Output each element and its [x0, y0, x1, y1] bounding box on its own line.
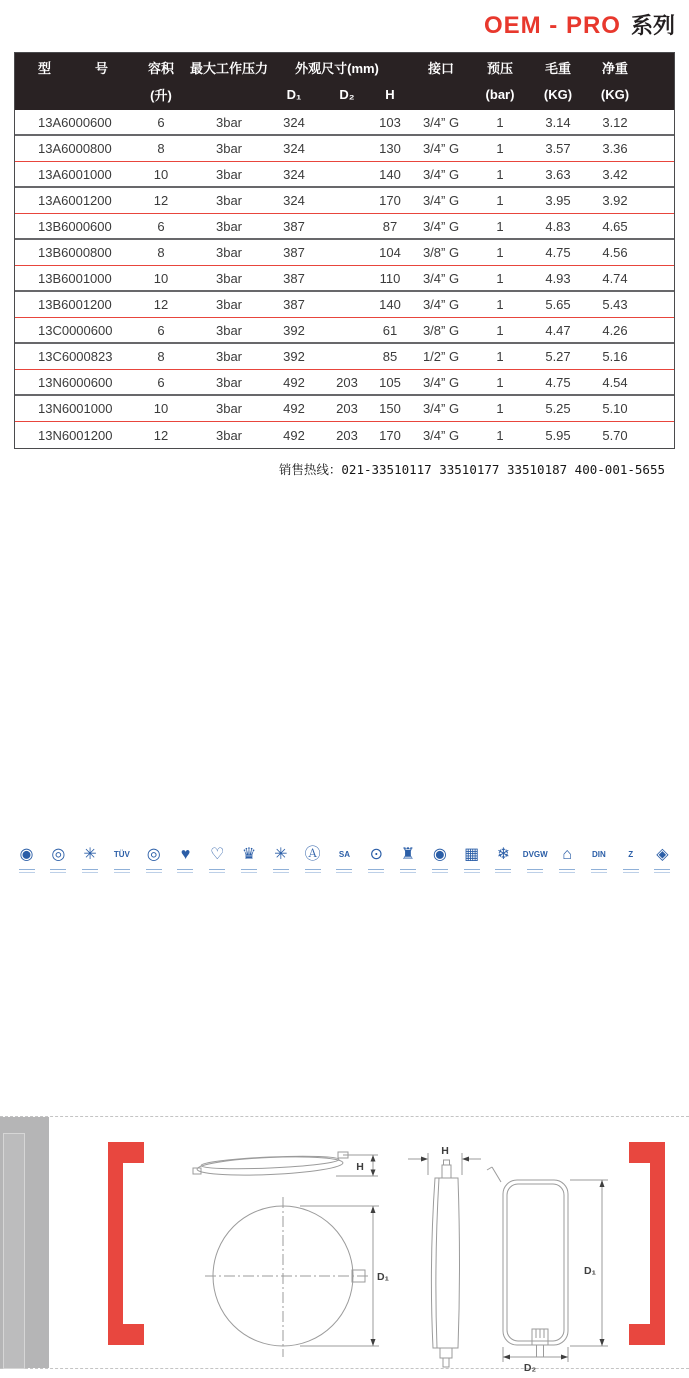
- table-cell: 3bar: [215, 245, 243, 260]
- table-cell: 3.57: [545, 141, 571, 156]
- table-row: [15, 162, 674, 188]
- table-cell: 3/4” G: [422, 401, 460, 416]
- badge-glyph: Ⓐ: [304, 846, 321, 863]
- table-cell: 4.75: [545, 245, 571, 260]
- table-cell: 12: [153, 193, 169, 208]
- disc-front-view: [205, 1197, 389, 1357]
- table-cell: 3/4” G: [422, 297, 460, 312]
- badge-glyph: ◉: [432, 846, 447, 863]
- table-cell: 1: [496, 218, 504, 234]
- badge-glyph: ▦: [464, 846, 480, 863]
- badge-caption: [241, 869, 257, 870]
- badge-glyph: ◈: [656, 846, 669, 863]
- badge-caption: [400, 869, 416, 870]
- badge-caption: [432, 869, 448, 870]
- header-model-right: 号: [94, 61, 108, 76]
- diamond-dot-badge: [648, 845, 677, 870]
- table-cell: 3bar: [215, 374, 243, 390]
- italy-seal-badge: [139, 845, 168, 870]
- table-cell: 13B6001200: [38, 297, 112, 312]
- badge-caption: [305, 869, 321, 870]
- header-precharge-unit: (bar): [485, 87, 515, 102]
- badge-caption: [336, 869, 352, 870]
- table-cell: 1: [496, 297, 504, 312]
- table-cell: 3bar: [215, 297, 243, 312]
- badge-glyph: SA: [338, 850, 351, 859]
- finland-circle-badge: [298, 845, 327, 870]
- table-cell: 3bar: [215, 114, 243, 130]
- table-cell: 3.95: [545, 193, 571, 208]
- table-cell: 4.56: [602, 245, 628, 260]
- table-cell: 4.74: [602, 270, 628, 286]
- tank-edge-view: [408, 1145, 481, 1367]
- table-cell: 6: [157, 218, 165, 234]
- table-cell: 3/4” G: [422, 114, 460, 130]
- header-max-pressure: 最大工作压力: [190, 61, 269, 76]
- table-cell: 8: [157, 349, 165, 364]
- table-cell: 13B6001000: [38, 270, 112, 286]
- table-cell: 10: [153, 270, 169, 286]
- header-capacity-unit: (升): [150, 88, 172, 103]
- badge-caption: [654, 869, 670, 870]
- tank-drawings: [180, 1133, 625, 1378]
- badge-glyph: DIN: [591, 850, 606, 859]
- table-cell: 3bar: [215, 322, 243, 338]
- table-cell: 13N6001200: [38, 427, 113, 443]
- dvgw-badge: [521, 845, 550, 870]
- table-cell: 3.12: [602, 114, 628, 130]
- sales-hotline: 销售热线：021-33510117 33510177 33510187 400-001-5655: [278, 462, 665, 477]
- table-cell: 5.95: [545, 427, 571, 443]
- dim-label-d1-right: D₁: [584, 1265, 596, 1277]
- table-cell: 3/4” G: [422, 141, 460, 156]
- table-cell: 1: [496, 114, 504, 130]
- table-row: [15, 110, 674, 136]
- badge-glyph: ❄: [496, 846, 511, 863]
- table-cell: 6: [157, 322, 165, 338]
- header-net-weight: 净重: [601, 61, 628, 76]
- badge-caption: [114, 869, 130, 870]
- table-cell: 4.93: [545, 270, 571, 286]
- table-cell: 3.36: [602, 141, 628, 156]
- table-cell: 492: [283, 401, 305, 416]
- table-cell: 13A6000600: [38, 114, 112, 130]
- table-cell: 3/4” G: [422, 270, 460, 286]
- table-cell: 105: [379, 374, 401, 390]
- header-gross-weight: 毛重: [544, 61, 571, 76]
- table-cell: 5.70: [602, 427, 628, 443]
- table-cell: 203: [336, 401, 358, 416]
- table-cell: 5.10: [602, 401, 628, 416]
- table-cell: 3.92: [602, 193, 628, 208]
- table-cell: 1: [496, 245, 504, 260]
- table-cell: 13B6000800: [38, 245, 112, 260]
- header-capacity: 容积: [147, 61, 174, 76]
- spec-table: [14, 52, 675, 449]
- table-row: [15, 136, 674, 162]
- table-row: [15, 240, 674, 266]
- red-bracket-open: [108, 1142, 144, 1345]
- table-cell: 324: [283, 193, 305, 208]
- table-cell: 1: [496, 166, 504, 182]
- table-cell: 1: [496, 374, 504, 390]
- table-cell: 13N6000600: [38, 374, 113, 390]
- badge-caption: [146, 869, 162, 870]
- table-cell: 13N6001000: [38, 401, 113, 416]
- badge-caption: [623, 869, 639, 870]
- gauge-meter-badge: [362, 845, 391, 870]
- dim-label-d2-right: D₂: [523, 1362, 537, 1374]
- badge-glyph: ✳: [83, 846, 97, 863]
- table-cell: 3bar: [215, 427, 243, 443]
- table-cell: 12: [153, 427, 169, 443]
- series-title: 系列: [630, 13, 675, 38]
- table-cell: 1/2” G: [422, 349, 460, 364]
- table-cell: 8: [157, 245, 165, 260]
- table-cell: 3bar: [215, 270, 243, 286]
- header-gross-weight-unit: (KG): [543, 87, 573, 102]
- cert-badge-row: [12, 845, 677, 883]
- table-row: [15, 396, 674, 422]
- table-cell: 13A6000800: [38, 141, 112, 156]
- header-model: [15, 54, 126, 81]
- table-cell: 1: [496, 401, 504, 416]
- table-cell: 170: [379, 427, 401, 443]
- red-bracket-close: [629, 1142, 665, 1345]
- table-cell: 387: [283, 218, 305, 234]
- table-cell: 13A6001200: [38, 193, 112, 208]
- table-cell: 392: [283, 349, 305, 364]
- badge-caption: [527, 869, 543, 870]
- table-cell: 103: [379, 114, 401, 130]
- table-cell: 3bar: [215, 166, 243, 182]
- badge-glyph: ⌂: [562, 846, 572, 863]
- badge-caption: [177, 869, 193, 870]
- table-cell: 140: [379, 297, 401, 312]
- shield-emblem-badge: [12, 845, 41, 870]
- heart-outline-badge: [203, 845, 232, 870]
- badge-glyph: TÜV: [113, 850, 130, 859]
- table-cell: 1: [496, 322, 504, 338]
- header-dimensions: 外观尺寸(mm): [295, 61, 379, 76]
- table-cell: 4.26: [602, 322, 628, 338]
- page-title: [484, 9, 675, 40]
- table-cell: 4.65: [602, 218, 628, 234]
- table-cell: 3bar: [215, 218, 243, 234]
- sweden-sa-badge: [330, 845, 359, 870]
- table-cell: 6: [157, 374, 165, 390]
- table-cell: 61: [382, 322, 398, 338]
- table-cell: 12: [153, 297, 169, 312]
- table-cell: 387: [283, 245, 305, 260]
- table-cell: 10: [153, 401, 169, 416]
- table-cell: 3/4” G: [422, 193, 460, 208]
- round-seal-badge: [425, 845, 454, 870]
- table-cell: 6: [157, 114, 165, 130]
- table-cell: 4.75: [545, 374, 571, 390]
- badge-glyph: ⊙: [369, 846, 383, 863]
- table-cell: 3.42: [602, 166, 628, 182]
- table-cell: 203: [336, 427, 358, 443]
- table-cell: 85: [382, 349, 398, 364]
- table-cell: 4.47: [545, 322, 571, 338]
- badge-caption: [559, 869, 575, 870]
- dashed-divider-top: [0, 1116, 689, 1117]
- table-row: [15, 422, 674, 448]
- austria-eagle-badge: [266, 845, 295, 870]
- spain-crest-badge: [235, 845, 264, 870]
- badge-caption: [464, 869, 480, 870]
- badge-glyph: ♥: [180, 846, 191, 863]
- badge-caption: [82, 869, 98, 870]
- table-cell: 324: [283, 114, 305, 130]
- badge-glyph: Z: [628, 850, 634, 859]
- header-h: H: [385, 87, 395, 102]
- table-cell: 170: [379, 193, 401, 208]
- dim-label-h-side: H: [441, 1145, 449, 1157]
- table-row: [15, 344, 674, 370]
- table-cell: 10: [153, 166, 169, 182]
- table-header: [15, 53, 674, 110]
- table-cell: 3.63: [545, 166, 571, 182]
- table-cell: 150: [379, 401, 401, 416]
- brand-title: OEM - PRO: [483, 12, 621, 39]
- table-cell: 13C6000823: [38, 349, 113, 364]
- table-cell: 5.27: [545, 349, 571, 364]
- header-model-left: 型: [38, 61, 52, 76]
- table-cell: 1: [496, 141, 504, 156]
- header-d2: D₂: [339, 87, 355, 102]
- badge-glyph: ♛: [241, 846, 257, 863]
- heart-cross-badge: [171, 845, 200, 870]
- table-cell: 3bar: [215, 141, 243, 156]
- badge-glyph: ♜: [400, 846, 416, 863]
- badge-glyph: DVGW: [522, 850, 548, 859]
- badge-caption: [368, 869, 384, 870]
- table-cell: 5.16: [602, 349, 628, 364]
- table-cell: 492: [283, 427, 305, 443]
- table-cell: 13C0000600: [38, 322, 113, 338]
- table-cell: 387: [283, 270, 305, 286]
- din-badge: [584, 845, 613, 870]
- table-cell: 87: [382, 218, 398, 234]
- table-row: [15, 318, 674, 344]
- table-cell: 3bar: [215, 401, 243, 416]
- house-triangle-badge: [553, 845, 582, 870]
- badge-caption: [209, 869, 225, 870]
- badge-caption: [19, 869, 35, 870]
- table-row: [15, 292, 674, 318]
- table-cell: 1: [496, 427, 504, 443]
- table-cell: 104: [379, 245, 401, 260]
- table-cell: 1: [496, 193, 504, 208]
- dim-label-h-top: H: [356, 1161, 364, 1173]
- header-net-weight-unit: (KG): [600, 87, 630, 102]
- table-cell: 4.83: [545, 218, 571, 234]
- table-cell: 5.25: [545, 401, 571, 416]
- table-cell: 4.54: [602, 374, 628, 390]
- tank-front-view: [487, 1167, 608, 1374]
- badge-caption: [495, 869, 511, 870]
- table-cell: 3/8” G: [422, 322, 460, 338]
- tuv-badge: [107, 845, 136, 870]
- table-cell: 3/4” G: [422, 374, 460, 390]
- table-cell: 13A6001000: [38, 166, 112, 182]
- crest-stamp-badge: [76, 845, 105, 870]
- table-cell: 140: [379, 166, 401, 182]
- ring-stamp-badge: [44, 845, 73, 870]
- table-cell: 130: [379, 141, 401, 156]
- header-precharge: 预压: [486, 61, 513, 76]
- table-row: [15, 214, 674, 240]
- table-cell: 392: [283, 322, 305, 338]
- table-cell: 110: [379, 270, 401, 286]
- table-body: [15, 110, 674, 448]
- table-cell: 387: [283, 297, 305, 312]
- snowflake-badge: [489, 845, 518, 870]
- dim-label-d1-front: D₁: [377, 1271, 389, 1283]
- singapore-stamp-badge: [457, 845, 486, 870]
- disc-side-view: [193, 1152, 378, 1178]
- table-cell: 324: [283, 166, 305, 182]
- table-row: [15, 266, 674, 292]
- badge-caption: [591, 869, 607, 870]
- table-cell: 3.14: [545, 114, 571, 130]
- table-cell: 324: [283, 141, 305, 156]
- table-cell: 1: [496, 349, 504, 364]
- table-cell: 3/4” G: [422, 427, 460, 443]
- table-cell: 5.65: [545, 297, 571, 312]
- left-gray-strip: [0, 1117, 49, 1368]
- left-gray-strip-inner: [3, 1133, 25, 1369]
- badge-glyph: ♡: [210, 846, 225, 863]
- table-cell: 3/4” G: [422, 218, 460, 234]
- table-cell: 1: [496, 270, 504, 286]
- table-row: [15, 370, 674, 396]
- table-cell: 5.43: [602, 297, 628, 312]
- table-cell: 203: [336, 374, 358, 390]
- poland-eagle-badge: [394, 845, 423, 870]
- badge-caption: [273, 869, 289, 870]
- badge-glyph: ✳: [274, 846, 288, 863]
- table-cell: 3bar: [215, 349, 243, 364]
- table-cell: 3/4” G: [422, 166, 460, 182]
- z-mark-badge: [616, 845, 645, 870]
- table-cell: 3bar: [215, 193, 243, 208]
- table-cell: 3/8” G: [422, 245, 460, 260]
- table-cell: 8: [157, 141, 165, 156]
- badge-caption: [50, 869, 66, 870]
- badge-glyph: ◉: [19, 846, 34, 863]
- table-row: [15, 188, 674, 214]
- table-cell: 492: [283, 374, 305, 390]
- table-cell: 13B6000600: [38, 218, 112, 234]
- header-d1: D₁: [286, 87, 302, 102]
- header-port: 接口: [427, 61, 454, 76]
- badge-glyph: ◎: [146, 846, 161, 863]
- badge-glyph: ◎: [51, 846, 66, 863]
